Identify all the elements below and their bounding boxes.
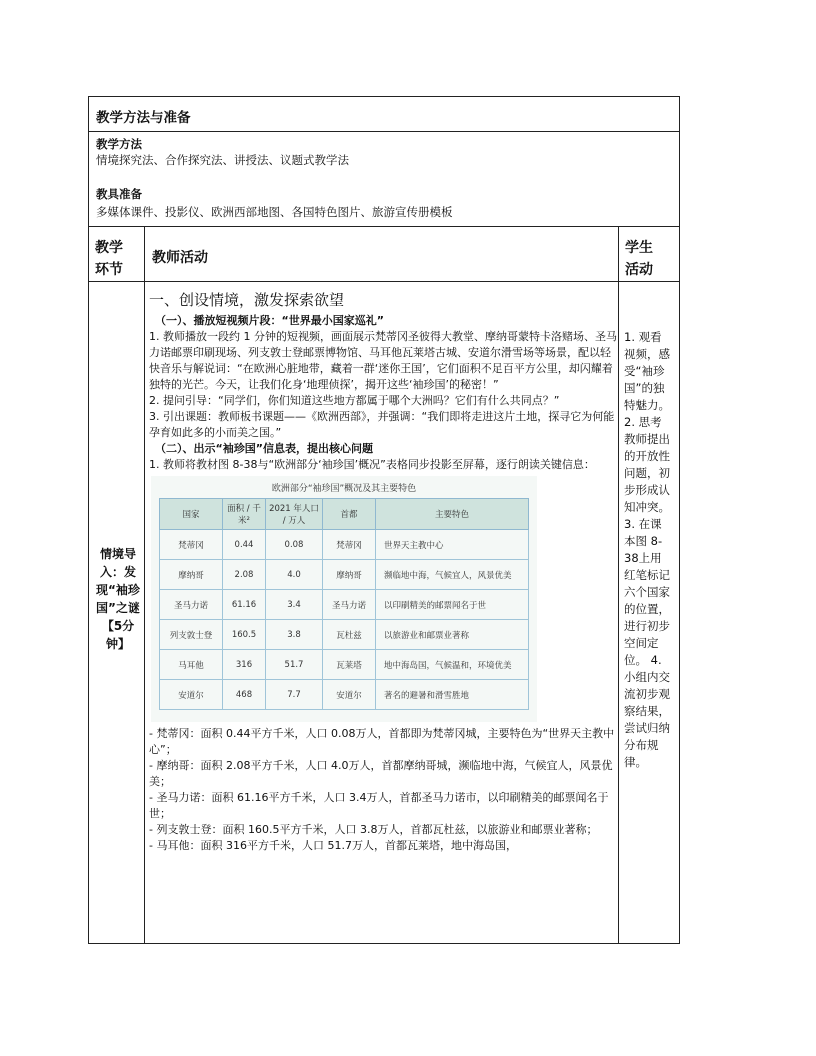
tools-text: 多媒体课件、投影仪、欧洲西部地图、各国特色图片、旅游宣传册模板 <box>96 205 453 219</box>
table-header-cell: 2021 年人口 / 万人 <box>266 499 323 530</box>
microstate-table <box>159 498 529 710</box>
table-row <box>160 650 529 680</box>
table-row <box>160 560 529 590</box>
table-cell: 列支敦士登 <box>160 620 223 650</box>
table-cell: 3.4 <box>266 590 323 620</box>
stage-header-line: 教学 <box>95 240 123 256</box>
activity-paragraph: 1. 教师播放一段约 1 分钟的短视频，画面展示梵蒂冈圣彼得大教堂、摩纳哥蒙特卡洛赌场、圣马力诺邮票印刷现场、列支敦士登邮票博物馆、马耳他瓦莱塔古城、安道尔滑雪场等场景，配以轻快音乐与解说词：“在欧洲心脏地带，藏着一群‘迷你王国’，它们面积不足百平方公里，却闪耀着独特的光芒。今天，让我们化身‘地理侦探’，揭开这些‘袖珍国’的秘密！” <box>149 330 617 391</box>
tools-heading: 教具准备 <box>96 187 142 201</box>
activity-paragraph: 2. 提问引导：“同学们，你们知道这些地方都属于哪个大洲吗？它们有什么共同点？” <box>149 394 560 407</box>
column-divider <box>144 226 145 943</box>
stage-header-line: 环节 <box>95 262 123 278</box>
stage-column-header <box>95 237 123 281</box>
table-cell: 51.7 <box>266 650 323 680</box>
activity-section-title: 一、创设情境，激发探索欲望 <box>149 291 345 309</box>
table-cell: 瓦莱塔 <box>323 650 376 680</box>
table-cell: 圣马力诺 <box>323 590 376 620</box>
method-text: 情境探究法、合作探究法、讲授法、议题式教学法 <box>96 153 349 167</box>
table-header-cell: 主要特色 <box>376 499 529 530</box>
table-cell: 马耳他 <box>160 650 223 680</box>
table-cell: 7.7 <box>266 680 323 710</box>
student-activity-cell: 1. 观看视频，感受“袖珍国”的独特魅力。 2. 思考教师提出的开放性问题，初步形成认知冲突。 3. 在课本图 8-38上用红笔标记六个国家的位置，进行初步空间定位。 4. 小组内交流初步观察结果，尝试归纳分布规律。 <box>624 330 670 769</box>
table-cell: 世界天主教中心 <box>376 530 529 560</box>
table-cell: 4.0 <box>266 560 323 590</box>
table-cell: 摩纳哥 <box>160 560 223 590</box>
table-cell: 0.44 <box>223 530 266 560</box>
table-cell: 2.08 <box>223 560 266 590</box>
figure-title: 欧洲部分“袖珍国”概况及其主要特色 <box>271 484 417 494</box>
country-bullet: - 圣马力诺：面积 61.16平方千米，人口 3.4万人，首都圣马力诺市，以印刷精美的邮票闻名于世； <box>149 791 609 820</box>
table-cell: 3.8 <box>266 620 323 650</box>
table-cell: 地中海岛国，气候温和，环境优美 <box>376 650 529 680</box>
table-cell: 61.16 <box>223 590 266 620</box>
table-cell: 以印刷精美的邮票闻名于世 <box>376 590 529 620</box>
method-heading: 教学方法 <box>96 137 142 151</box>
section-title: 教学方法与准备 <box>96 110 191 126</box>
teacher-activity-cell <box>149 285 619 854</box>
preparation-row <box>89 131 679 227</box>
activity-subtitle: （一）、播放短视频片段：“世界最小国家巡礼” <box>155 314 384 327</box>
table-header-cell: 国家 <box>160 499 223 530</box>
table-cell: 160.5 <box>223 620 266 650</box>
lesson-plan-table <box>88 96 680 944</box>
table-header-row <box>160 499 529 530</box>
stage-cell: 情境导入：发现“袖珍国”之谜【5分钟】 <box>96 547 140 651</box>
table-cell: 以旅游业和邮票业著称 <box>376 620 529 650</box>
table-cell: 梵蒂冈 <box>323 530 376 560</box>
country-bullet: - 马耳他：面积 316平方千米，人口 51.7万人，首都瓦莱塔，地中海岛国， <box>149 839 517 852</box>
microstate-table-figure <box>151 476 537 722</box>
table-cell: 摩纳哥 <box>323 560 376 590</box>
table-header-cell: 首都 <box>323 499 376 530</box>
country-bullet: - 梵蒂冈：面积 0.44平方千米，人口 0.08万人，首都即为梵蒂冈城，主要特色为“世界天主教中心”； <box>149 727 615 756</box>
activity-paragraph: 1. 教师将教材图 8-38与“欧洲部分‘袖珍国’概况”表格同步投影至屏幕，逐行朗读关键信息： <box>149 458 595 471</box>
student-header-line: 活动 <box>625 262 653 278</box>
table-cell: 0.08 <box>266 530 323 560</box>
table-cell: 瓦杜兹 <box>323 620 376 650</box>
table-cell: 著名的避暑和滑雪胜地 <box>376 680 529 710</box>
table-row <box>160 590 529 620</box>
country-bullet: - 摩纳哥：面积 2.08平方千米，人口 4.0万人，首都摩纳哥城，濒临地中海，气候宜人，风景优美； <box>149 759 613 788</box>
activity-paragraph: 3. 引出课题：教师板书课题——《欧洲西部》，并强调：“我们即将走进这片土地，探寻它为何能孕育如此多的小而美之国。” <box>149 410 615 439</box>
table-header-cell: 面积 / 千米² <box>223 499 266 530</box>
table-cell: 安道尔 <box>160 680 223 710</box>
table-cell: 316 <box>223 650 266 680</box>
teacher-column-header: 教师活动 <box>152 250 208 266</box>
activity-subtitle: （二）、出示“袖珍国”信息表，提出核心问题 <box>155 442 373 455</box>
table-cell: 圣马力诺 <box>160 590 223 620</box>
student-column-header <box>625 237 653 281</box>
table-row <box>160 680 529 710</box>
table-row <box>160 530 529 560</box>
table-cell: 468 <box>223 680 266 710</box>
table-cell: 梵蒂冈 <box>160 530 223 560</box>
title-row <box>89 97 679 132</box>
country-bullet: - 列支敦士登：面积 160.5平方千米，人口 3.8万人，首都瓦杜兹，以旅游业和邮票业著称； <box>149 823 598 836</box>
table-row <box>160 620 529 650</box>
table-cell: 濒临地中海，气候宜人，风景优美 <box>376 560 529 590</box>
table-cell: 安道尔 <box>323 680 376 710</box>
student-header-line: 学生 <box>625 240 653 256</box>
